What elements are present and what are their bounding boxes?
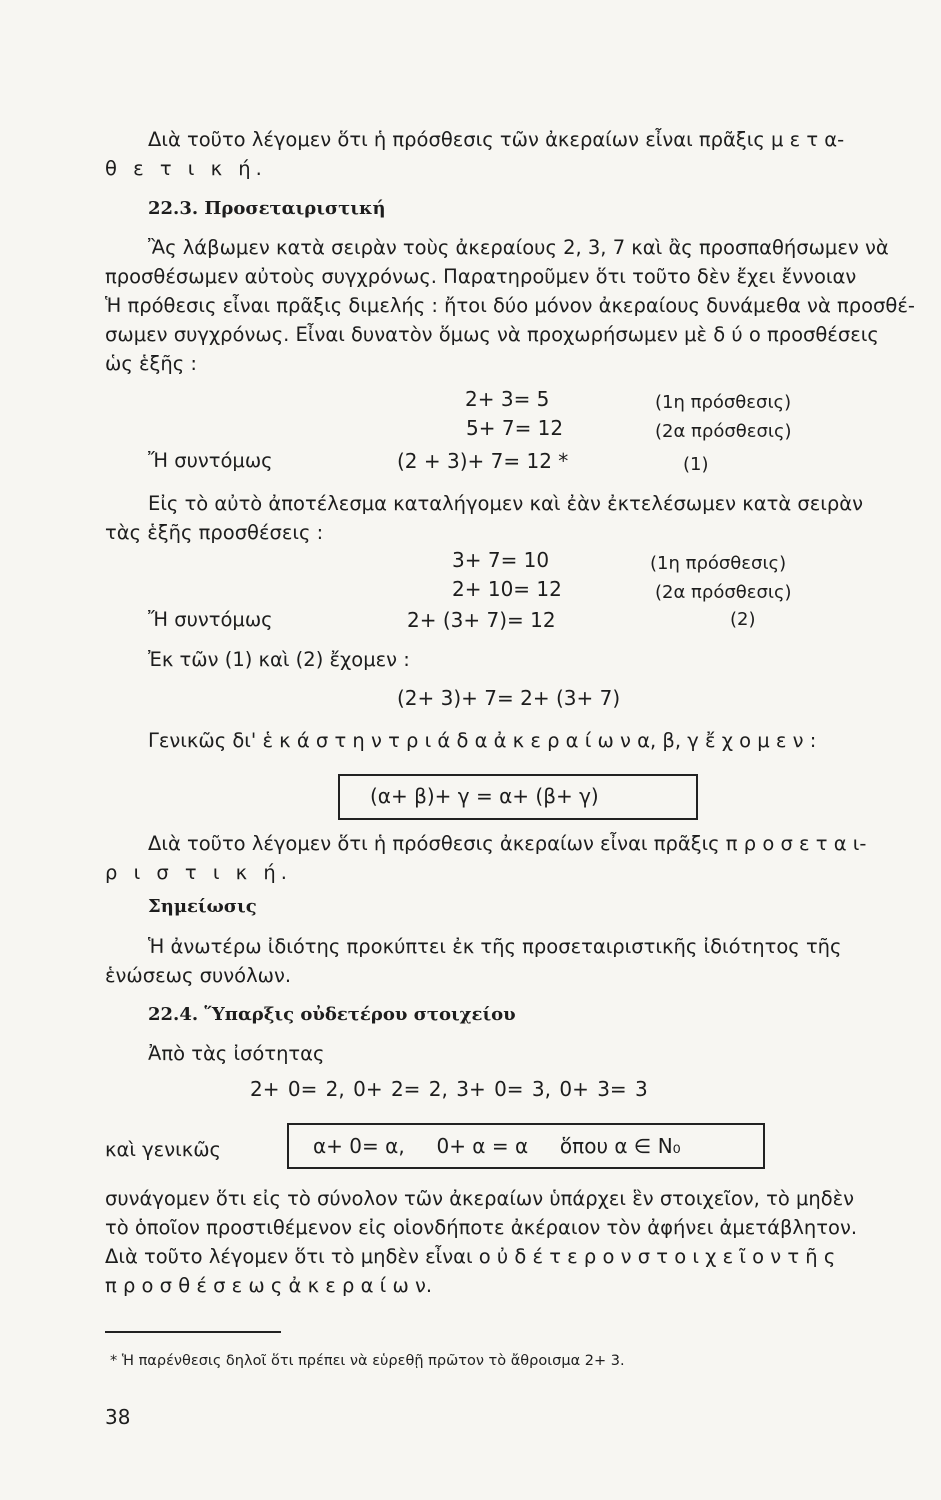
equation: (2+ 3)+ 7= 2+ (3+ 7)	[397, 686, 621, 710]
equation: 5+ 7= 12	[466, 416, 564, 440]
equation-number: (1)	[683, 454, 709, 475]
associative-formula: (α+ β)+ γ = α+ (β+ γ)	[370, 784, 599, 808]
equation: (2 + 3)+ 7= 12 *	[397, 449, 569, 473]
paragraph-line: Ἡ ἀνωτέρω ἰδιότης προκύπτει ἐκ τῆς προσεταιριστικῆς ἰδιότητος τῆς	[148, 935, 842, 958]
paragraph-line: προσθέσωμεν αὐτοὺς συγχρόνως. Παρατηροῦμεν ὅτι τοῦτο δὲν ἔχει ἔννοιαν	[105, 265, 857, 288]
paragraph-line: τὰς ἑξῆς προσθέσεις :	[105, 521, 324, 544]
paragraph-line: Ἡ πρόθεσις εἶναι πρᾶξις διμελής : ἤτοι δύο μόνον ἀκεραίους δυνάμεθα νὰ προσθέ-	[105, 294, 915, 317]
paragraph-line: ρ ι σ τ ι κ ή.	[105, 861, 292, 884]
paragraph-line: συνάγομεν ὅτι εἰς τὸ σύνολον τῶν ἀκεραίων ὑπάρχει ἓν στοιχεῖον, τὸ μηδὲν	[105, 1187, 855, 1210]
equation-note: (1η πρόσθεσις)	[655, 392, 792, 413]
equation-note: (2α πρόσθεσις)	[655, 582, 792, 603]
paragraph-line: θ ε τ ι κ ή.	[105, 157, 267, 180]
equation-note: (2α πρόσθεσις)	[655, 421, 792, 442]
equation: 2+ (3+ 7)= 12	[407, 608, 556, 632]
paragraph-line: Διὰ τοῦτο λέγομεν ὅτι ἡ πρόσθεσις τῶν ἀκεραίων εἶναι πρᾶξις μ ε τ α-	[148, 128, 845, 151]
formula-box	[287, 1123, 765, 1169]
paragraph-line: Εἰς τὸ αὐτὸ ἀποτέλεσμα καταλήγομεν καὶ ἐὰν ἐκτελέσωμεν κατὰ σειρὰν	[148, 492, 863, 515]
paragraph-line: Γενικῶς δι' ἑ κ ά σ τ η ν τ ρ ι ά δ α ἀ κ ε ρ α ί ω ν α, β, γ ἔ χ ο μ ε ν :	[148, 729, 817, 752]
equation: 2+ 0= 2, 0+ 2= 2, 3+ 0= 3, 0+ 3= 3	[250, 1077, 648, 1101]
paragraph-line: Ἂς λάβωμεν κατὰ σειρὰν τοὺς ἀκεραίους 2, 3, 7 καὶ ἂς προσπαθήσωμεν νὰ	[148, 236, 889, 259]
section-heading: 22.3. Προσεταιριστική	[148, 198, 386, 219]
paragraph-line: π ρ ο σ θ έ σ ε ω ς ἀ κ ε ρ α ί ω ν.	[105, 1274, 433, 1297]
equation: 2+ 10= 12	[452, 577, 562, 601]
paragraph-line: ὡς ἑξῆς :	[105, 352, 197, 375]
paragraph-line: σωμεν συγχρόνως. Εἶναι δυνατὸν ὅμως νὰ προχωρήσωμεν μὲ δ ύ ο προσθέσεις	[105, 323, 879, 346]
paragraph-line: Ἀπὸ τὰς ἰσότητας	[148, 1042, 325, 1065]
paragraph-line: τὸ ὁποῖον προστιθέμενον εἰς οἱονδήποτε ἀκέραιον τὸν ἀφήνει ἀμετάβλητον.	[105, 1216, 858, 1239]
note-heading: Σημείωσις	[148, 896, 257, 917]
paragraph-line: Ἐκ τῶν (1) καὶ (2) ἔχομεν :	[148, 648, 410, 671]
equation-number: (2)	[730, 609, 756, 630]
equation-note: (1η πρόσθεσις)	[650, 553, 787, 574]
page-number: 38	[105, 1405, 131, 1429]
section-heading: 22.4. Ὕπαρξις οὐδετέρου στοιχείου	[148, 1004, 516, 1025]
paragraph-line: Διὰ τοῦτο λέγομεν ὅτι τὸ μηδὲν εἶναι ο ὐ δ έ τ ε ρ ο ν σ τ ο ι χ ε ῖ ο ν τ ῆ ς	[105, 1245, 836, 1268]
paragraph-line: ἑνώσεως συνόλων.	[105, 964, 292, 987]
paragraph-line: Διὰ τοῦτο λέγομεν ὅτι ἡ πρόσθεσις ἀκεραίων εἶναι πρᾶξις π ρ ο σ ε τ α ι-	[148, 832, 867, 855]
equation: 3+ 7= 10	[452, 548, 550, 572]
label: Ἤ συντόμως	[148, 608, 273, 631]
label: καὶ γενικῶς	[105, 1138, 221, 1161]
equation: 2+ 3= 5	[465, 387, 550, 411]
label: Ἤ συντόμως	[148, 449, 273, 472]
footnote-rule	[105, 1331, 281, 1333]
footnote: * Ἡ παρένθεσις δηλοῖ ὅτι πρέπει νὰ εὑρεθῇ πρῶτον τὸ ἄθροισμα 2+ 3.	[110, 1353, 625, 1369]
formula-box	[338, 774, 698, 820]
neutral-element-formula: α+ 0= α, 0+ α = α ὅπου α ∈ N₀	[313, 1134, 681, 1158]
